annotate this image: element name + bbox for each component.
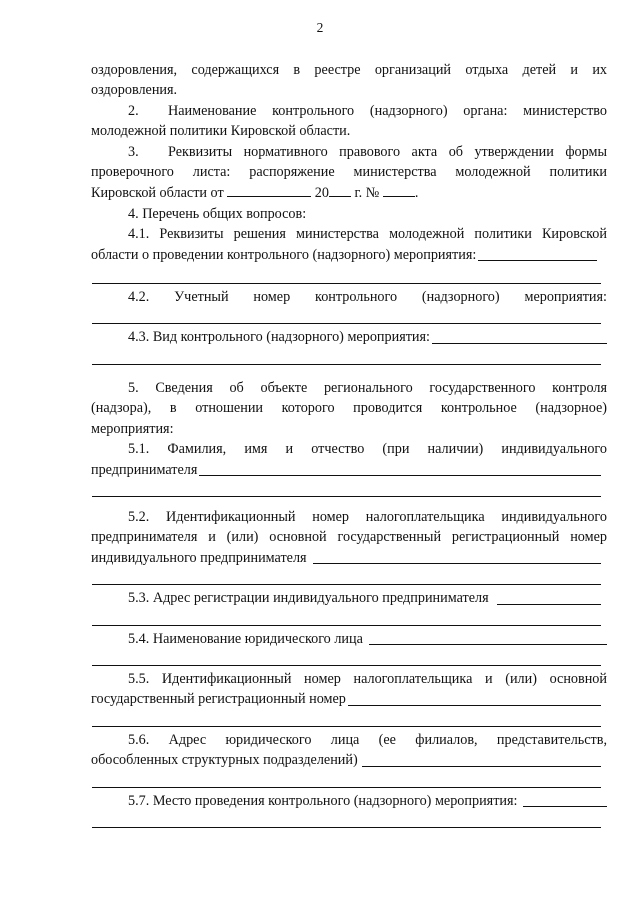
event-type-blank[interactable] — [432, 329, 607, 344]
inn-ogrnip-blank-2[interactable] — [92, 571, 601, 585]
item-5-2-line-3 — [91, 548, 607, 568]
item-5-2-line-1: 5.2. Идентификационный номер налогоплательщика индивидуального — [128, 508, 607, 525]
date-day-month-blank[interactable] — [227, 182, 311, 197]
intro-line-2: оздоровления. — [91, 82, 178, 99]
item-4-3-label: 4.3. Вид контрольного (надзорного) мероприятия: — [128, 329, 430, 346]
item-5-6-label: обособленных структурных подразделений) — [91, 752, 358, 769]
item-2-line-2: молодежной политики Кировской области. — [91, 123, 351, 140]
item-5-1-line-1: 5.1. Фамилия, имя и отчество (при наличии) индивидуального — [128, 441, 607, 458]
item-3-line-2: проверочного листа: распоряжение министерства молодежной политики — [91, 164, 607, 181]
registration-number-blank[interactable] — [92, 310, 601, 324]
inn-ogrn-blank-2[interactable] — [92, 713, 601, 727]
event-location-blank-2[interactable] — [92, 814, 601, 828]
item-5-3-line-1 — [91, 588, 607, 608]
item-4-3-line-1 — [91, 327, 607, 347]
item-5-4-line-1 — [91, 629, 607, 649]
decision-details-blank[interactable] — [478, 246, 597, 261]
item-5-2-line-2: предпринимателя и (или) основной государственный регистрационный номер — [91, 529, 607, 546]
item-2-line-1 — [91, 101, 607, 121]
item-5-6-line-2 — [91, 750, 607, 770]
item-4-1-line-2 — [91, 245, 607, 265]
page-number: 2 — [316, 20, 324, 35]
legal-entity-name-blank[interactable] — [369, 630, 607, 645]
item-4-2-line-1: 4.2. Учетный номер контрольного (надзорного) мероприятия: — [128, 289, 607, 306]
item-5-6-line-1: 5.6. Адрес юридического лица (ее филиалов, представительств, — [128, 731, 607, 748]
item-5-line-3: мероприятия: — [91, 420, 174, 437]
order-number-blank[interactable] — [383, 182, 415, 197]
item-5-4-label: 5.4. Наименование юридического лица — [128, 630, 363, 647]
date-year-blank[interactable] — [329, 182, 351, 197]
item-5-7-line-1 — [91, 791, 607, 811]
entrepreneur-address-blank-2[interactable] — [92, 612, 601, 626]
document-body — [91, 60, 607, 828]
item-3-date-prefix: Кировской области от — [91, 185, 224, 202]
item-5-5-line-2 — [91, 689, 607, 709]
legal-entity-address-blank-2[interactable] — [92, 774, 601, 788]
inn-ogrn-blank[interactable] — [348, 691, 601, 706]
item-3-number: 3. — [128, 143, 139, 160]
item-3-period: . — [414, 185, 419, 202]
item-4-heading: 4. Перечень общих вопросов: — [128, 205, 307, 222]
item-5-3-label: 5.3. Адрес регистрации индивидуального предпринимателя — [128, 590, 489, 607]
item-3-text-1: Реквизиты нормативного правового акта об утверждении формы — [168, 143, 607, 160]
entrepreneur-name-blank[interactable] — [199, 461, 601, 476]
item-3-year-prefix: 20 — [314, 185, 329, 202]
entrepreneur-address-blank[interactable] — [497, 590, 601, 605]
item-5-1-line-2 — [91, 460, 607, 480]
item-5-5-line-1: 5.5. Идентификационный номер налогоплательщика и (или) основной — [128, 670, 607, 687]
item-3-line-3 — [91, 182, 607, 203]
item-5-line-2: (надзора), в отношении которого проводится контрольное (надзорное) — [91, 400, 607, 417]
intro-line-1: оздоровления, содержащихся в реестре организаций отдыха детей и их — [91, 62, 607, 78]
item-3-line-1 — [91, 142, 607, 162]
item-5-2-label: индивидуального предпринимателя — [91, 549, 307, 566]
legal-entity-address-blank[interactable] — [362, 752, 601, 767]
legal-entity-name-blank-2[interactable] — [92, 652, 601, 666]
inn-ogrnip-blank[interactable] — [313, 549, 601, 564]
item-2-text-1: Наименование контрольного (надзорного) органа: министерство — [168, 102, 607, 119]
item-5-1-label: предпринимателя — [91, 461, 198, 478]
item-5-line-1: 5. Сведения об объекте регионального государственного контроля — [128, 379, 607, 396]
item-4-1-label: области о проведении контрольного (надзорного) мероприятия: — [91, 246, 477, 263]
event-type-blank-2[interactable] — [92, 351, 601, 365]
event-location-blank[interactable] — [523, 792, 607, 807]
item-3-number-prefix: г. № — [354, 185, 380, 202]
item-2-number: 2. — [128, 102, 139, 119]
decision-details-blank-2[interactable] — [92, 270, 601, 284]
item-5-7-label: 5.7. Место проведения контрольного (надзорного) мероприятия: — [128, 792, 518, 809]
item-5-5-label: государственный регистрационный номер — [91, 691, 346, 708]
item-4-1-line-1: 4.1. Реквизиты решения министерства молодежной политики Кировской — [128, 226, 607, 243]
entrepreneur-name-blank-2[interactable] — [92, 483, 601, 497]
